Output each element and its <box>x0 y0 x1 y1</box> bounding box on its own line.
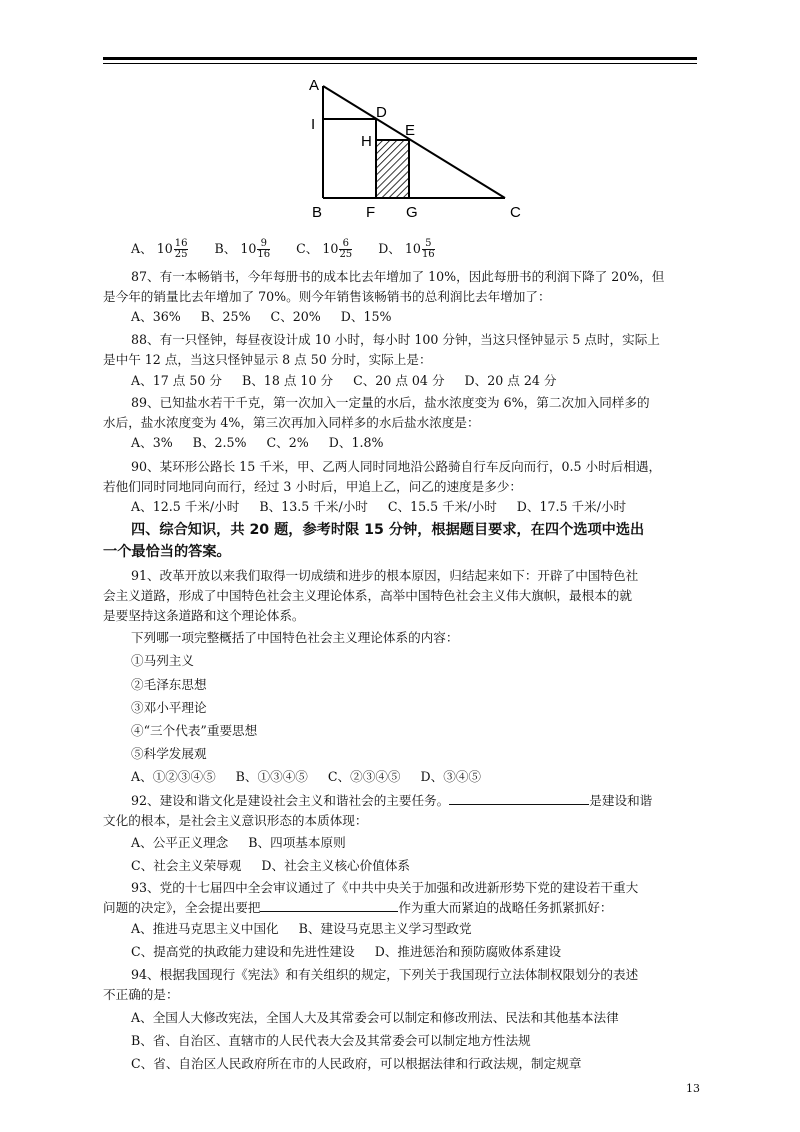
q91-item-5: ⑤科学发展观 <box>131 746 207 761</box>
label-g: G <box>406 204 418 221</box>
q86-options <box>131 239 457 260</box>
label-f: F <box>366 204 376 221</box>
mixed-whole: 10 <box>240 241 257 256</box>
q90-text-line2: 若他们同时同地同向而行，经过 3 小时后，甲追上乙，问乙的速度是多少： <box>103 479 523 494</box>
option-letter: D、 <box>378 241 401 256</box>
q87-options: A、36% B、25% C、20% D、15% <box>131 309 392 324</box>
q94-option-b: B、省、自治区、直辖市的人民代表大会及其常委会可以制定地方性法规 <box>131 1033 531 1048</box>
label-d: D <box>376 104 387 121</box>
q92-text-pre: 92、建设和谐文化是建设社会主义和谐社会的主要任务。 <box>131 793 450 808</box>
q92-text-line2: 文化的根本，是社会主义意识形态的本质体现： <box>103 813 368 828</box>
label-h: H <box>361 133 372 150</box>
q94-text-line1: 94、根据我国现行《宪法》和有关组织的规定，下列关于我国现行立法体制权限划分的表述 <box>131 967 639 982</box>
q91-item-3: ③邓小平理论 <box>131 700 207 715</box>
mixed-whole: 10 <box>404 241 421 256</box>
q90-text-line1: 90、某环形公路长 15 千米，甲、乙两人同时同地沿公路骑自行车反向而行，0.5 小时后相遇， <box>131 459 662 474</box>
side-ac <box>323 86 505 198</box>
denominator: 16 <box>421 249 435 260</box>
q93-options-row1: A、推进马克思主义中国化 B、建设马克思主义学习型政党 <box>131 921 472 936</box>
q87-text-line2: 是今年的销量比去年增加了 70%。则今年销售该畅销书的总利润比去年增加了： <box>103 289 551 304</box>
q91-text-line2: 会主义道路，形成了中国特色社会主义理论体系，高举中国特色社会主义伟大旗帜，最根本的就 <box>103 588 632 603</box>
section4-heading-line1: 四、综合知识，共 20 题，参考时限 15 分钟，根据题目要求，在四个选项中选出 <box>131 522 645 538</box>
label-b: B <box>312 204 323 221</box>
q90-options: A、12.5 千米/小时 B、13.5 千米/小时 C、15.5 千米/小时 D、17.5 千米/小时 <box>131 499 627 514</box>
fraction <box>422 239 435 260</box>
denominator: 25 <box>339 249 353 260</box>
fraction <box>339 239 352 260</box>
numerator: 6 <box>339 239 352 250</box>
q94-option-a: A、全国人大修改宪法，全国人大及其常委会可以制定和修改刑法、民法和其他基本法律 <box>131 1010 619 1025</box>
label-e: E <box>405 122 416 139</box>
q91-text-line3: 是要坚持这条道路和这个理论体系。 <box>103 608 305 623</box>
q89-text-line1: 89、已知盐水若干千克，第一次加入一定量的水后，盐水浓度变为 6%，第二次加入同样多的 <box>131 395 650 410</box>
numerator: 9 <box>257 239 270 250</box>
q92-text-post: 是建设和谐 <box>589 793 653 808</box>
q92-blank <box>449 792 589 805</box>
q91-text-line1: 91、改革开放以来我们取得一切成绩和进步的根本原因，归结起来如下：开辟了中国特色社 <box>131 568 639 583</box>
option-letter: B、 <box>214 241 237 256</box>
option-letter: A、 <box>131 241 153 256</box>
q86-option-d <box>378 239 434 260</box>
page-number: 13 <box>686 1082 700 1095</box>
fraction <box>174 239 189 260</box>
triangle-figure <box>300 74 530 224</box>
section4-heading-line2: 一个最恰当的答案。 <box>103 544 231 560</box>
q87-text-line1: 87、有一本畅销书，今年每册书的成本比去年增加了 10%，因此每册书的利润下降了 20%，但 <box>131 269 665 284</box>
mixed-whole: 10 <box>322 241 339 256</box>
label-a: A <box>309 77 320 94</box>
q86-option-a <box>131 239 188 260</box>
q88-options: A、17 点 50 分 B、18 点 10 分 C、20 点 04 分 D、20 点 24 分 <box>131 373 557 388</box>
q91-item-4: ④“三个代表”重要思想 <box>131 723 258 738</box>
q89-text-line2: 水后，盐水浓度变为 4%，第三次再加入同样多的水后盐水浓度是： <box>103 415 480 430</box>
denominator: 16 <box>257 249 271 260</box>
numerator: 16 <box>174 238 188 249</box>
q91-item-1: ①马列主义 <box>131 653 194 668</box>
label-i: I <box>311 116 316 133</box>
q86-option-b <box>215 239 271 260</box>
header-rule-thick <box>103 57 697 60</box>
numerator: 5 <box>422 239 435 250</box>
q86-option-c <box>296 239 352 260</box>
label-c: C <box>510 204 521 221</box>
q93-options-row2: C、提高党的执政能力建设和先进性建设 D、推进惩治和预防腐败体系建设 <box>131 944 562 959</box>
q91-prompt: 下列哪一项完整概括了中国特色社会主义理论体系的内容： <box>131 630 459 645</box>
denominator: 25 <box>174 249 188 260</box>
q93-text-post: 作为重大而紧迫的战略任务抓紧抓好： <box>398 900 613 915</box>
q89-options: A、3% B、2.5% C、2% D、1.8% <box>131 435 384 450</box>
q93-text-line1: 93、党的十七届四中全会审议通过了《中共中央关于加强和改进新形势下党的建设若干重大 <box>131 880 639 895</box>
q88-text-line2: 是中午 12 点，当这只怪钟显示 8 点 50 分时，实际上是： <box>103 352 432 367</box>
q93-blank <box>260 899 398 912</box>
q92-text-line1 <box>131 791 731 811</box>
option-letter: C、 <box>296 241 319 256</box>
q94-option-c: C、省、自治区人民政府所在市的人民政府，可以根据法律和行政法规，制定规章 <box>131 1056 582 1071</box>
q91-options: A、①②③④⑤ B、①③④⑤ C、②③④⑤ D、③④⑤ <box>131 769 482 784</box>
q94-text-line2: 不正确的是： <box>103 987 179 1002</box>
q88-text-line1: 88、有一只怪钟，每昼夜设计成 10 小时，每小时 100 分钟，当这只怪钟显示 5 点时，实际上 <box>131 332 660 347</box>
mixed-whole: 10 <box>156 241 173 256</box>
q92-options-row2: C、社会主义荣辱观 D、社会主义核心价值体系 <box>131 858 411 873</box>
q91-item-2: ②毛泽东思想 <box>131 677 207 692</box>
q93-text-line2 <box>103 898 703 918</box>
q93-text-pre: 问题的决定》，全会提出要把 <box>103 900 261 915</box>
header-rule-thin <box>103 63 697 64</box>
hatched-rectangle <box>376 140 409 198</box>
fraction <box>257 239 270 260</box>
q92-options-row1: A、公平正义理念 B、四项基本原则 <box>131 835 346 850</box>
